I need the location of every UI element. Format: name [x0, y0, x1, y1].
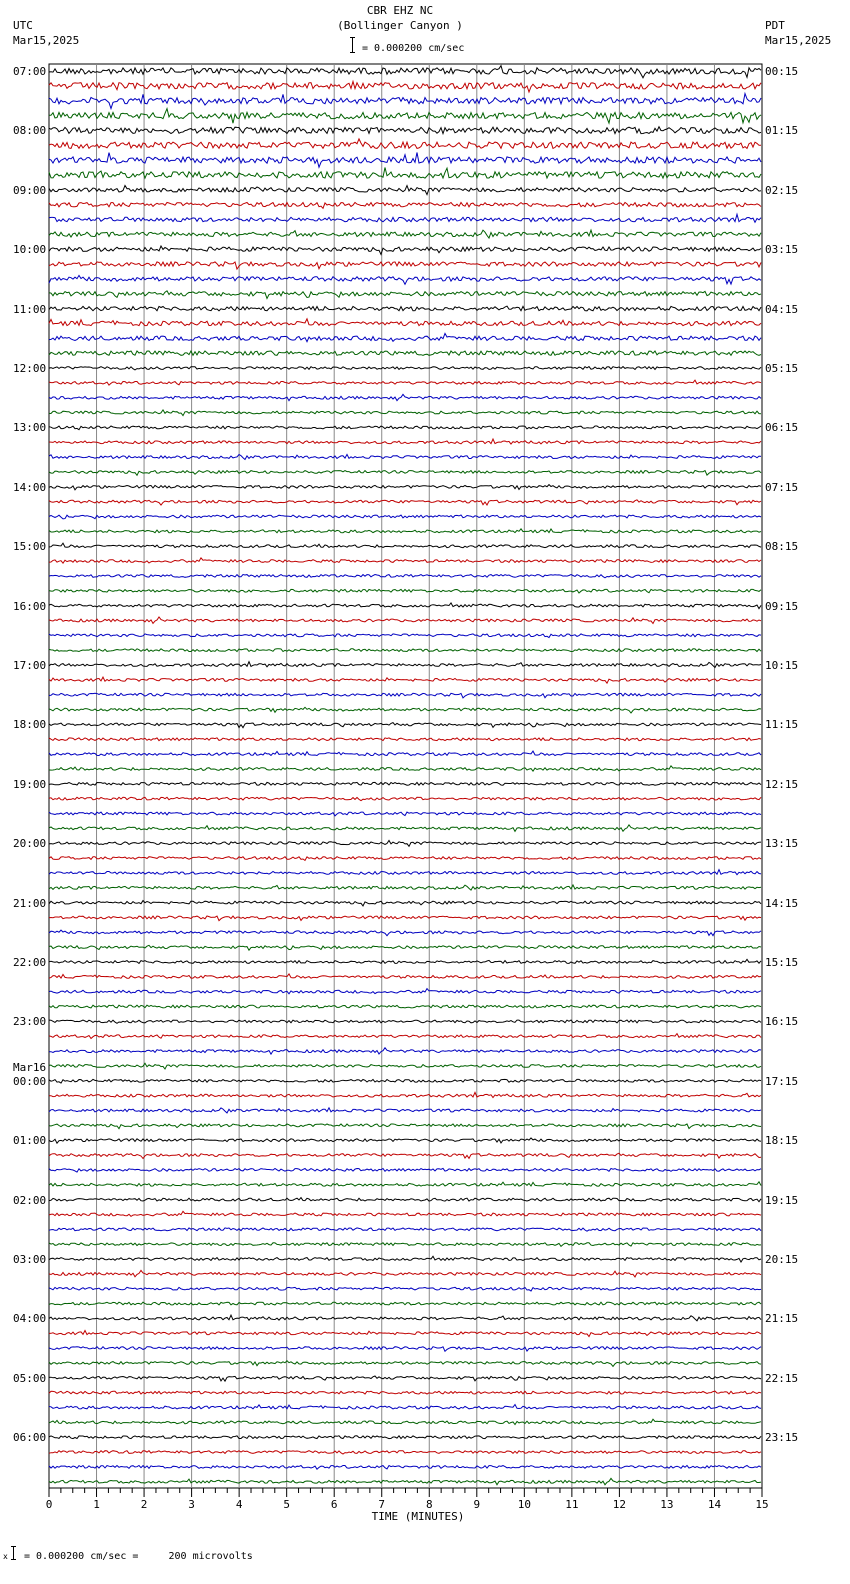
- trace-line: [49, 66, 761, 78]
- trace-line: [49, 1020, 761, 1023]
- trace-line: [49, 1302, 761, 1305]
- pdt-hour-label: 13:15: [765, 837, 799, 851]
- utc-hour-label: 19:00: [13, 777, 47, 791]
- trace-line: [49, 94, 761, 109]
- pdt-hour-label: 01:15: [765, 124, 799, 138]
- pdt-hour-label: 21:15: [765, 1312, 799, 1326]
- x-tick-label: 13: [660, 1498, 674, 1511]
- date-change-label: Mar16: [13, 1060, 47, 1074]
- trace-line: [49, 782, 761, 785]
- x-tick-label: 9: [473, 1498, 481, 1511]
- x-axis-label: TIME (MINUTES): [371, 1510, 465, 1523]
- utc-hour-label: 16:00: [13, 599, 47, 613]
- trace-line: [49, 1198, 761, 1202]
- utc-hour-label: 05:00: [13, 1371, 47, 1385]
- pdt-hour-label: 06:15: [765, 421, 799, 435]
- pdt-hour-label: 17:15: [765, 1074, 799, 1088]
- trace-line: [49, 589, 761, 593]
- utc-hour-label: 09:00: [13, 183, 47, 197]
- footer-scale-note: = 0.000200 cm/sec = 200 microvolts: [24, 1551, 253, 1562]
- trace-line: [49, 575, 761, 578]
- trace-line: [49, 1063, 761, 1069]
- trace-line: [49, 1182, 761, 1186]
- trace-line: [49, 410, 761, 416]
- trace-line: [49, 766, 761, 771]
- x-tick-label: 1: [93, 1498, 100, 1511]
- trace-line: [49, 1005, 761, 1008]
- left-timezone: UTC: [13, 19, 33, 32]
- trace-line: [49, 543, 761, 548]
- trace-line: [49, 230, 761, 238]
- x-tick-label: 6: [330, 1498, 338, 1511]
- x-tick-label: 2: [140, 1498, 148, 1511]
- trace-line: [49, 319, 761, 326]
- trace-line: [49, 558, 761, 563]
- pdt-hour-label: 10:15: [765, 659, 799, 672]
- trace-line: [49, 1256, 761, 1262]
- trace-line: [49, 617, 761, 624]
- trace-line: [49, 738, 761, 741]
- trace-line: [49, 214, 761, 222]
- pdt-hour-label: 08:15: [765, 540, 799, 554]
- trace-line: [49, 1331, 761, 1337]
- pdt-hour-label: 03:15: [765, 243, 799, 257]
- pdt-hour-label: 04:15: [765, 302, 799, 316]
- trace-line: [49, 693, 761, 698]
- left-date: Mar15,2025: [13, 34, 80, 47]
- trace-line: [49, 153, 761, 168]
- trace-line: [49, 916, 761, 921]
- trace-line: [49, 351, 761, 355]
- trace-line: [49, 139, 761, 149]
- trace-line: [49, 500, 761, 505]
- pdt-hour-label: 15:15: [765, 956, 799, 969]
- trace-line: [49, 168, 761, 179]
- trace-line: [49, 1451, 761, 1454]
- x-tick-label: 4: [235, 1498, 243, 1511]
- trace-line: [49, 930, 761, 936]
- footer-scale-icon: [11, 1546, 16, 1560]
- utc-hour-label: 12:00: [13, 362, 47, 375]
- pdt-hour-label: 20:15: [765, 1253, 799, 1266]
- right-timezone: PDT: [765, 19, 785, 32]
- trace-line: [49, 1376, 761, 1381]
- x-tick-label: 8: [425, 1498, 433, 1511]
- trace-line: [49, 1419, 761, 1424]
- utc-hour-label: 22:00: [13, 956, 47, 969]
- trace-line: [49, 1243, 761, 1247]
- utc-hour-label: 03:00: [13, 1253, 47, 1266]
- pdt-hour-label: 23:15: [765, 1431, 799, 1445]
- utc-hour-label: 11:00: [13, 302, 47, 316]
- trace-line: [49, 812, 761, 816]
- trace-line: [49, 127, 761, 134]
- x-tick-label: 14: [707, 1498, 722, 1511]
- trace-line: [49, 515, 761, 519]
- trace-line: [49, 1079, 761, 1083]
- trace-line: [49, 275, 761, 284]
- trace-line: [49, 426, 761, 430]
- trace-line: [49, 1124, 761, 1129]
- pdt-hour-label: 02:15: [765, 183, 799, 197]
- utc-hour-label: 04:00: [13, 1312, 47, 1326]
- trace-line: [49, 186, 761, 195]
- pdt-hour-label: 18:15: [765, 1134, 799, 1148]
- pdt-hour-label: 09:15: [765, 599, 799, 613]
- trace-line: [49, 1228, 761, 1231]
- x-tick-label: 0: [45, 1498, 53, 1511]
- trace-line: [49, 841, 761, 847]
- pdt-hour-label: 05:15: [765, 362, 799, 375]
- trace-line: [49, 82, 761, 93]
- trace-line: [49, 870, 761, 875]
- trace-line: [49, 1287, 761, 1291]
- utc-hour-label: 15:00: [13, 540, 47, 554]
- utc-hour-label: 02:00: [13, 1193, 47, 1207]
- trace-line: [49, 1108, 761, 1113]
- pdt-hour-label: 07:15: [765, 480, 799, 494]
- trace-line: [49, 471, 761, 476]
- trace-line: [49, 1092, 761, 1097]
- utc-hour-label: 21:00: [13, 896, 47, 910]
- utc-hour-label: 08:00: [13, 124, 47, 138]
- trace-line: [49, 974, 761, 978]
- trace-line: [49, 1138, 761, 1143]
- x-tick-label: 12: [612, 1498, 627, 1511]
- pdt-hour-label: 19:15: [765, 1193, 799, 1207]
- trace-line: [49, 454, 761, 459]
- trace-line: [49, 1315, 761, 1321]
- trace-line: [49, 857, 761, 861]
- pdt-hour-label: 14:15: [765, 896, 799, 910]
- utc-hour-label: 00:00: [13, 1074, 47, 1088]
- x-tick-label: 15: [755, 1498, 769, 1511]
- trace-line: [49, 751, 761, 755]
- scale-label: = 0.000200 cm/sec: [362, 43, 465, 54]
- trace-line: [49, 439, 761, 444]
- pdt-hour-label: 00:15: [765, 65, 799, 78]
- utc-hour-label: 14:00: [13, 480, 47, 494]
- trace-line: [49, 677, 761, 683]
- x-tick-label: 10: [517, 1498, 531, 1511]
- trace-line: [49, 291, 761, 299]
- trace-line: [49, 603, 761, 609]
- x-tick-label: 11: [565, 1498, 579, 1511]
- trace-line: [49, 333, 761, 341]
- utc-hour-label: 23:00: [13, 1015, 47, 1029]
- trace-line: [49, 989, 761, 994]
- trace-line: [49, 959, 761, 963]
- trace-line: [49, 825, 761, 832]
- trace-line: [49, 1436, 761, 1439]
- utc-hour-label: 13:00: [13, 421, 47, 435]
- trace-line: [49, 1048, 761, 1054]
- trace-line: [49, 634, 761, 638]
- trace-line: [49, 662, 761, 668]
- utc-hour-label: 06:00: [13, 1431, 47, 1445]
- pdt-hour-label: 22:15: [765, 1371, 799, 1385]
- trace-line: [49, 367, 761, 370]
- trace-line: [49, 1466, 761, 1470]
- utc-hour-label: 10:00: [13, 243, 47, 257]
- trace-line: [49, 529, 761, 533]
- trace-line: [49, 306, 761, 311]
- trace-line: [49, 1405, 761, 1409]
- x-tick-label: 3: [188, 1498, 195, 1511]
- trace-line: [49, 885, 761, 890]
- trace-line: [49, 109, 761, 124]
- trace-line: [49, 485, 761, 490]
- trace-line: [49, 797, 761, 800]
- trace-line: [49, 707, 761, 713]
- trace-line: [49, 901, 761, 906]
- trace-line: [49, 203, 761, 209]
- trace-line: [49, 1168, 761, 1172]
- pdt-hour-label: 11:15: [765, 718, 799, 732]
- trace-line: [49, 246, 761, 254]
- footer-marker: x: [3, 1552, 8, 1561]
- trace-line: [49, 1153, 761, 1158]
- right-date: Mar15,2025: [765, 34, 832, 47]
- trace-line: [49, 1391, 761, 1394]
- station-title: CBR EHZ NC: [366, 4, 434, 17]
- x-tick-label: 7: [378, 1498, 386, 1511]
- trace-line: [49, 649, 761, 652]
- utc-hour-label: 17:00: [13, 659, 47, 672]
- utc-hour-label: 18:00: [13, 718, 47, 732]
- trace-line: [49, 1034, 761, 1039]
- trace-line: [49, 945, 761, 950]
- trace-line: [49, 394, 761, 400]
- utc-hour-label: 01:00: [13, 1134, 47, 1148]
- trace-line: [49, 1270, 761, 1277]
- pdt-hour-label: 16:15: [765, 1015, 799, 1029]
- trace-line: [49, 1347, 761, 1352]
- station-location: (Bollinger Canyon ): [337, 19, 463, 32]
- utc-hour-label: 20:00: [13, 837, 47, 851]
- x-tick-label: 5: [283, 1498, 290, 1511]
- trace-line: [49, 723, 761, 728]
- trace-line: [49, 262, 761, 269]
- trace-line: [49, 380, 761, 385]
- trace-line: [49, 1478, 761, 1485]
- trace-line: [49, 1211, 761, 1216]
- pdt-hour-label: 12:15: [765, 777, 799, 791]
- trace-line: [49, 1361, 761, 1367]
- utc-hour-label: 07:00: [13, 65, 47, 78]
